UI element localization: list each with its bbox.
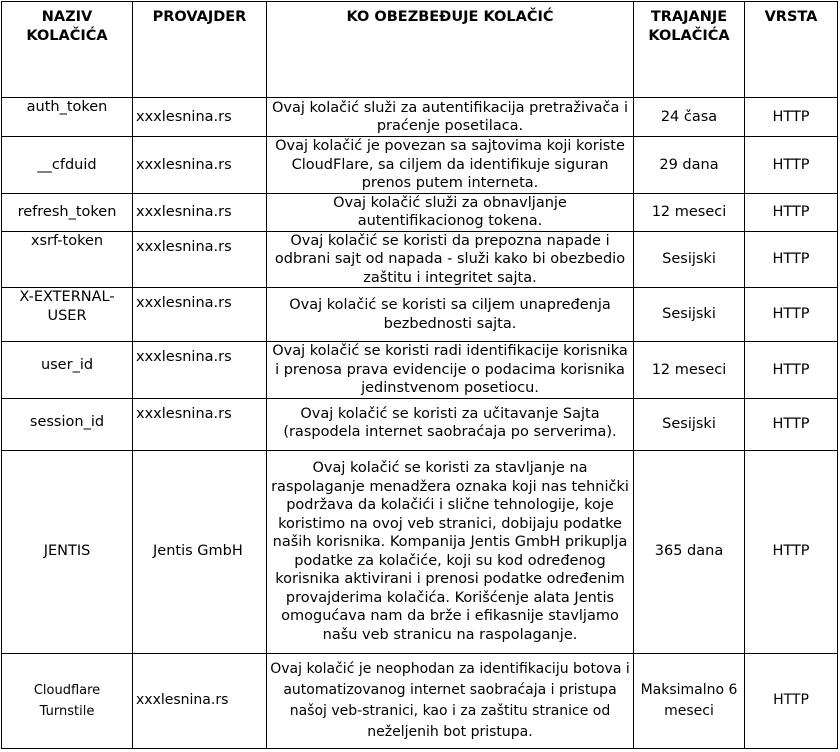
cookie-type: HTTP [745,342,838,399]
cookie-provider-text: xxxlesnina.rs [136,405,232,422]
cookie-name: auth_token [2,98,133,137]
table-row [2,98,838,137]
header-provider: PROVAJDER [133,2,267,98]
cookie-provider: xxxlesnina.rs [133,653,267,749]
table-row [2,653,838,749]
cookie-provider: xxxlesnina.rs [133,193,267,231]
cookie-description: Ovaj kolačić je neophodan za identifikaciju botova i automatizovanog internet saobraćaja i pristupa našoj veb-stranici, kao i za zaštitu stranice od neželjenih bot pristupa. [267,653,634,749]
cookie-provider: Jentis GmbH [133,450,267,653]
table-row [2,450,838,653]
cookie-name [2,398,133,450]
cookie-description: Ovaj kolačić se koristi sa ciljem unapređenja bezbednosti sajta. [267,288,634,342]
header-name: NAZIV KOLAČIĆA [2,2,133,98]
header-row [2,2,838,98]
cookie-duration: 12 meseci [634,193,745,231]
table-row [2,193,838,231]
cookie-name: JENTIS [2,450,133,653]
cookie-type: HTTP [745,193,838,231]
cookie-description: Ovaj kolačić je povezan sa sajtovima koji koriste CloudFlare, sa ciljem da identifikuje siguran prenos putem interneta. [267,137,634,194]
cookie-provider: xxxlesnina.rs [133,98,267,137]
cookie-duration: Sesijski [634,231,745,288]
cookie-description: Ovaj kolačić se koristi da prepozna napade i odbrani sajt od napada - služi kako bi obezbedio zaštitu i integritet sajta. [267,231,634,288]
table-row [2,137,838,194]
cookie-name-text: xsrf-token [30,232,104,249]
cookie-duration: 365 dana [634,450,745,653]
table-row [2,342,838,399]
cookie-type: HTTP [745,653,838,749]
cookie-type: HTTP [745,398,838,450]
cookie-type: HTTP [745,288,838,342]
cookie-type: HTTP [745,98,838,137]
cookie-duration: Sesijski [634,398,745,450]
cookie-provider [133,231,267,288]
cookie-type: HTTP [745,137,838,194]
cookie-type: HTTP [745,450,838,653]
cookie-name [2,231,133,288]
cookie-name: refresh_token [2,193,133,231]
cookie-duration: Sesijski [634,288,745,342]
cookie-name: __cfduid [2,137,133,194]
cookie-duration: 12 meseci [634,342,745,399]
cookie-provider: xxxlesnina.rs [133,137,267,194]
cookie-description [267,398,634,450]
header-purpose: KO OBEZBEĐUJE KOLAČIĆ [267,2,634,98]
cookie-name: X-EXTERNAL-USER [2,288,133,342]
table-row [2,398,838,450]
cookie-duration: 29 dana [634,137,745,194]
cookie-provider [133,288,267,342]
cookie-duration: 24 časa [634,98,745,137]
cookie-table [1,1,838,749]
cookie-description: Ovaj kolačić se koristi za stavljanje na raspolaganje menadžera oznaka koji nas tehnički podržava da kolačići i slične tehnologije, koje koristimo na ovoj veb stranici, dobijaju podatke naših korisnika. Kompanija Jentis GmbH prikuplja podatke za kolačiće, koji su kod određenog korisnika aktivirani i prenosi podatke određenim provajderima kolačića. Korišćenje alata Jentis omogućava nam da brže i efikasnije stavljamo našu veb stranicu na raspolaganje. [267,450,634,653]
cookie-name [2,342,133,399]
cookie-provider-text: xxxlesnina.rs [136,349,232,365]
cookie-provider [133,342,267,399]
table-row [2,231,838,288]
header-type: VRSTA [745,2,838,98]
header-duration: TRAJANJE KOLAČIĆA [634,2,745,98]
cookie-provider-text: xxxlesnina.rs [136,238,232,255]
table-row [2,288,838,342]
cookie-name-text: user_id [40,357,94,373]
cookie-name: Cloudflare Turnstile [2,653,133,749]
cookie-provider [133,398,267,450]
cookie-description: Ovaj kolačić se koristi radi identifikacije korisnika i prenosa prava evidencije o podacima korisnika jedinstvenom posetiocu. [267,342,634,399]
cookie-type: HTTP [745,231,838,288]
cookie-description: Ovaj kolačić služi za obnavljanje autentifikacionog tokena. [267,193,634,231]
cookie-description: Ovaj kolačić služi za autentifikacija pretraživača i praćenje posetilaca. [267,98,634,137]
cookie-name-text: session_id [29,413,105,430]
cookie-provider-text: xxxlesnina.rs [136,295,232,311]
cookie-description-text: Ovaj kolačić se koristi za učitavanje Sajta (raspodela internet saobraćaja po serverima). [283,405,617,440]
cookie-duration: Maksimalno 6 meseci [634,653,745,749]
